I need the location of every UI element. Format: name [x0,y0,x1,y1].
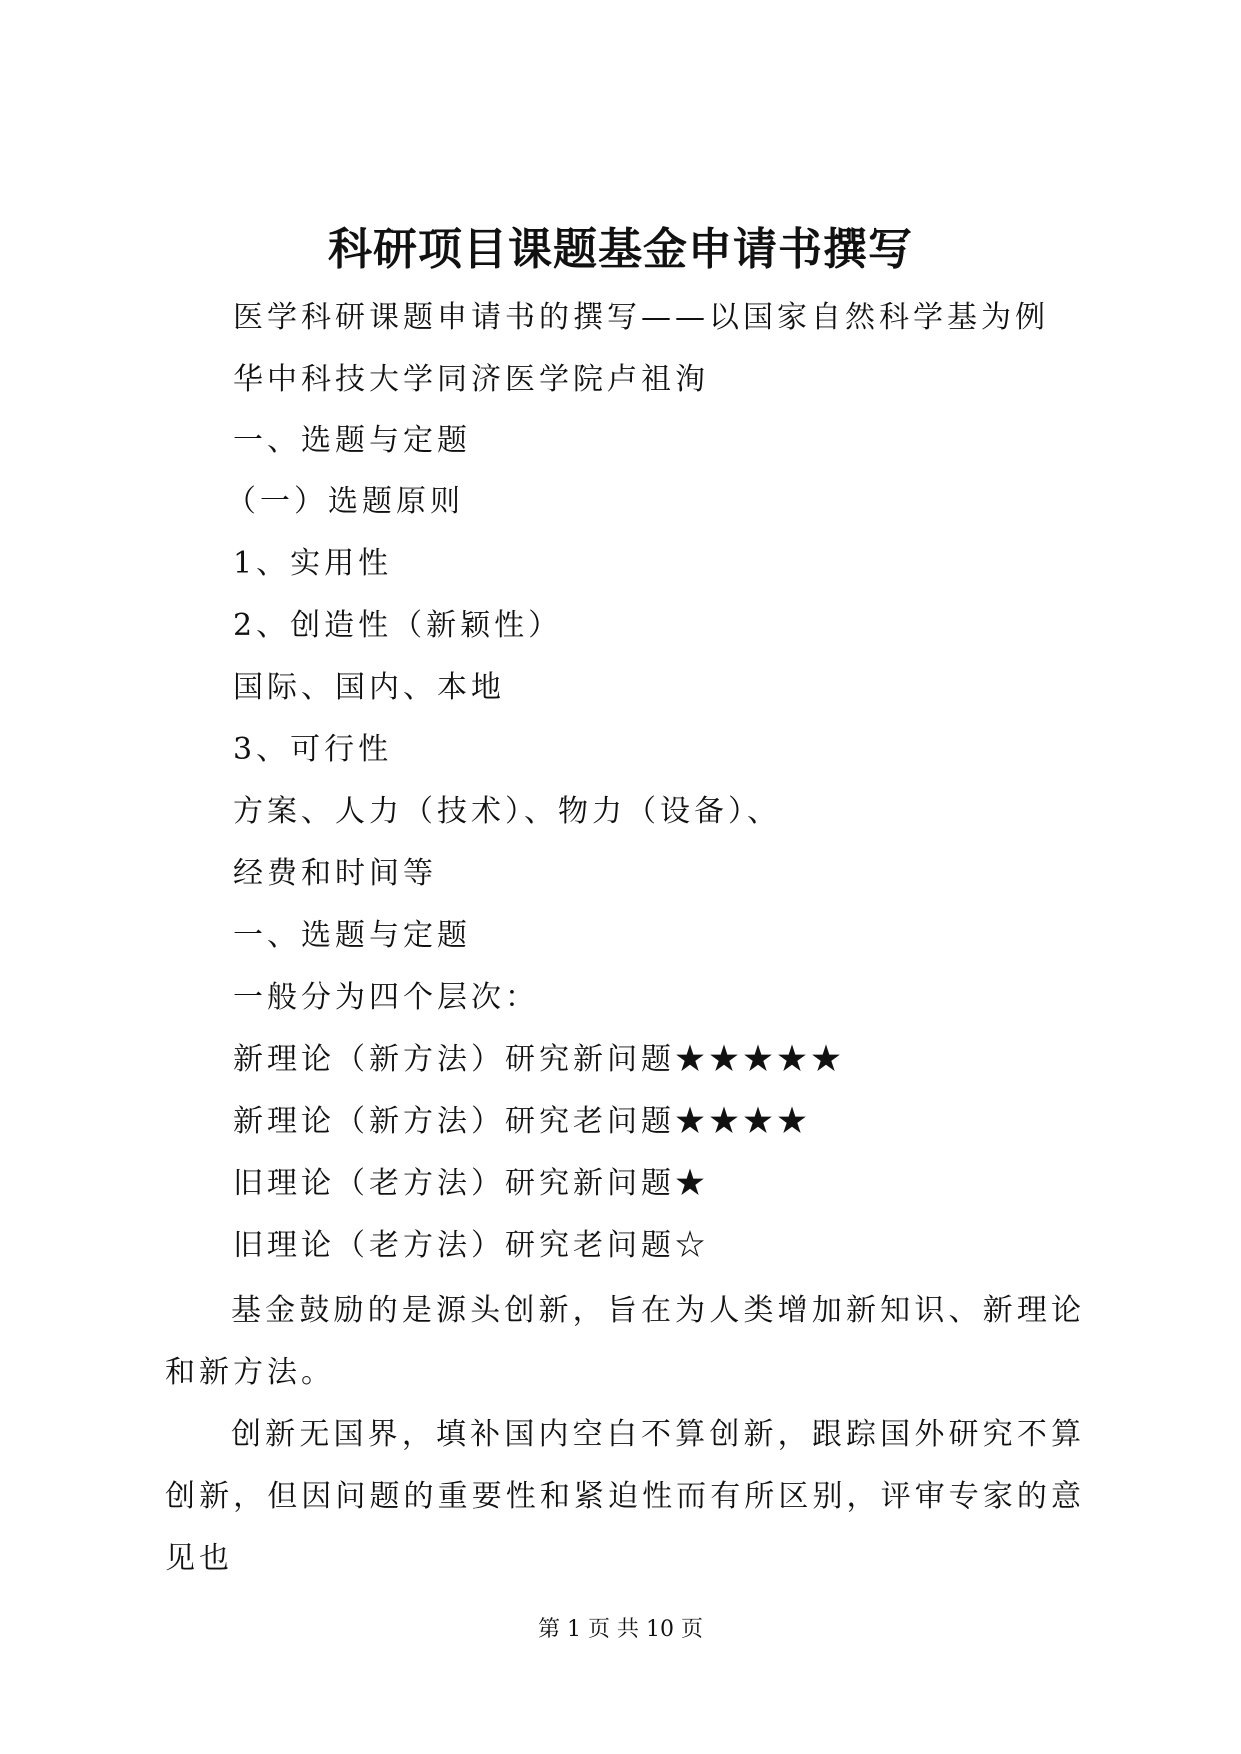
list-item: 3、可行性 [233,732,393,767]
document-title: 科研项目课题基金申请书撰写 [328,224,913,275]
list-item: 2、创造性（新颖性） [233,608,563,643]
list-item-detail: 国际、国内、本地 [233,670,505,705]
subsection-heading: （一）选题原则 [226,484,464,519]
section-heading: 一、选题与定题 [233,918,471,953]
level-item: 旧理论（老方法）研究老问题☆ [233,1228,709,1263]
subtitle-line: 医学科研课题申请书的撰写——以国家自然科学基为例 [233,300,1049,335]
level-item: 新理论（新方法）研究新问题★★★★★ [233,1042,845,1077]
level-item: 新理论（新方法）研究老问题★★★★ [233,1104,811,1139]
level-item: 旧理论（老方法）研究新问题★ [233,1166,709,1201]
list-item: 1、实用性 [233,546,393,581]
body-paragraph: 创新无国界，填补国内空白不算创新，跟踪国外研究不算创新，但因问题的重要性和紧迫性而有所区别，评审专家的意见也 [165,1417,1085,1576]
list-item-detail: 经费和时间等 [233,856,437,891]
body-paragraph: 基金鼓励的是源头创新，旨在为人类增加新知识、新理论和新方法。 [165,1293,1085,1390]
section-heading: 一、选题与定题 [233,423,471,458]
text-line: 一般分为四个层次： [233,980,539,1015]
list-item-detail: 方案、人力（技术）、物力（设备）、 [233,794,781,829]
page-footer: 第 1 页 共 10 页 [538,1617,703,1642]
author-line: 华中科技大学同济医学院卢祖洵 [233,362,709,397]
